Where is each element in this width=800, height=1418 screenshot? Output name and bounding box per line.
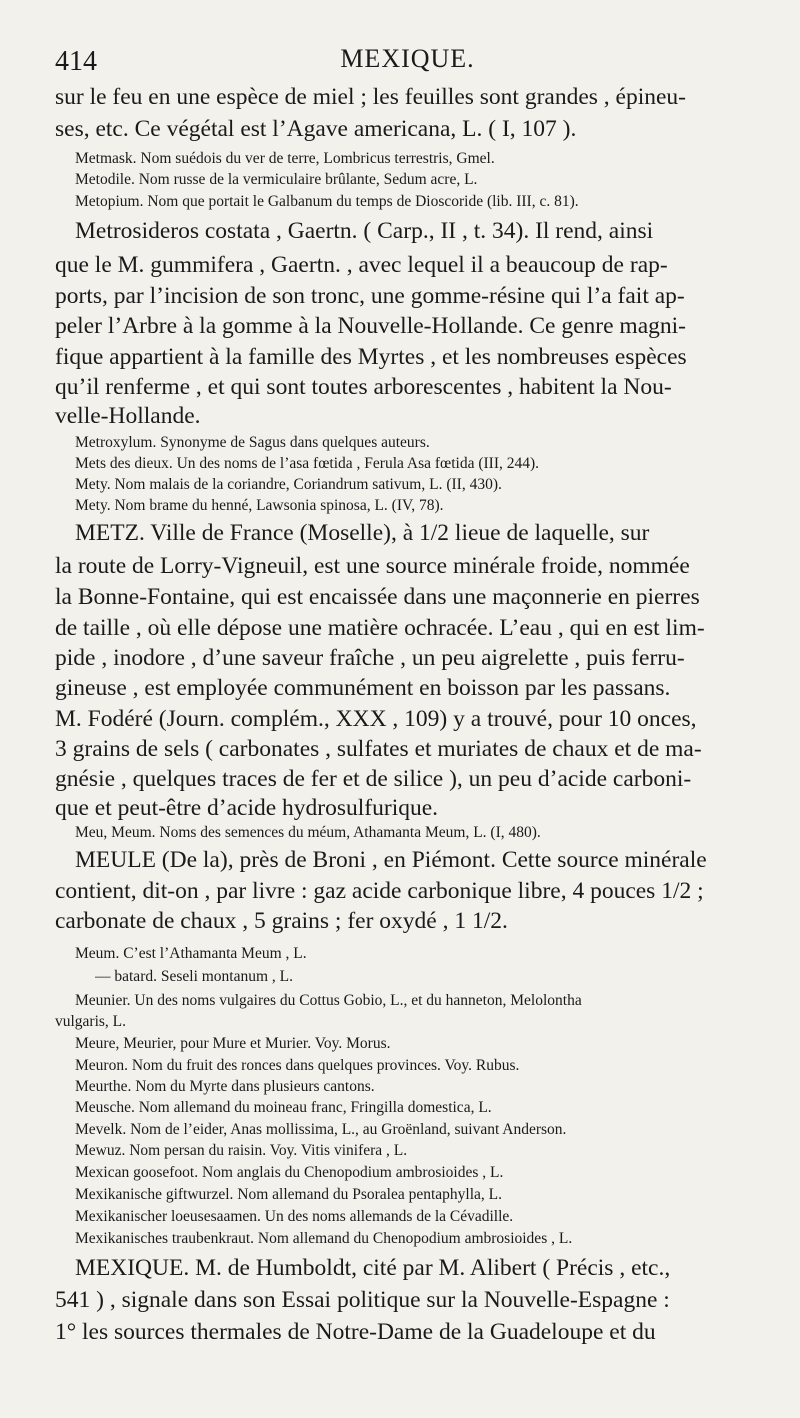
text-line: carbonate de chaux , 5 grains ; fer oxydé , 1 1/2. — [55, 908, 508, 934]
entry-line: Mexican goosefoot. Nom anglais du Chenopodium ambrosioides , L. — [75, 1164, 504, 1181]
entry-line: Meure, Meurier, pour Mure et Murier. Voy. Morus. — [75, 1035, 391, 1052]
entry-line: Mexikanisches traubenkraut. Nom allemand du Chenopodium ambrosioides , L. — [75, 1230, 573, 1247]
entry-line: Meusche. Nom allemand du moineau franc, Fringilla domestica, L. — [75, 1099, 492, 1116]
entry-line: vulgaris, L. — [55, 1013, 127, 1030]
text-line: M. Fodéré (Journ. complém., XXX , 109) y a trouvé, pour 10 onces, — [55, 706, 697, 732]
text-line: qu’il renferme , et qui sont toutes arborescentes , habitent la Nou- — [55, 374, 672, 400]
entry-line: Mewuz. Nom persan du raisin. Voy. Vitis vinifera , L. — [75, 1142, 408, 1159]
entry-line: Mety. Nom brame du henné, Lawsonia spinosa, L. (IV, 78). — [75, 497, 444, 514]
text-line: la route de Lorry-Vigneuil, est une source minérale froide, nommée — [55, 553, 690, 579]
text-line: gnésie , quelques traces de fer et de silice ), un peu d’acide carboni- — [55, 766, 692, 792]
text-line: peler l’Arbre à la gomme à la Nouvelle-Hollande. Ce genre magni- — [55, 313, 686, 339]
entry-line: Metroxylum. Synonyme de Sagus dans quelques auteurs. — [75, 434, 430, 451]
entry-line: Metmask. Nom suédois du ver de terre, Lombricus terrestris, Gmel. — [75, 150, 495, 167]
running-title: MEXIQUE. — [340, 44, 475, 73]
entry-line: Mets des dieux. Un des noms de l’asa fœtida , Ferula Asa fœtida (III, 244). — [75, 455, 540, 472]
text-line: que et peut-être d’acide hydrosulfurique. — [55, 795, 439, 821]
text-line: que le M. gummifera , Gaertn. , avec lequel il a beaucoup de rap- — [55, 252, 668, 278]
text-line: la Bonne-Fontaine, qui est encaissée dans une maçonnerie en pierres — [55, 584, 700, 610]
text-line: METZ. Ville de France (Moselle), à 1/2 lieue de laquelle, sur — [75, 520, 650, 546]
text-line: velle-Hollande. — [55, 403, 201, 429]
entry-line: Metopium. Nom que portait le Galbanum du temps de Dioscoride (lib. III, c. 81). — [75, 193, 579, 210]
entry-line: Mexikanische giftwurzel. Nom allemand du Psoralea pentaphylla, L. — [75, 1186, 502, 1203]
entry-line: — batard. Seseli montanum , L. — [95, 968, 294, 985]
text-line: sur le feu en une espèce de miel ; les feuilles sont grandes , épineu- — [55, 84, 687, 110]
entry-line: Meurthe. Nom du Myrte dans plusieurs cantons. — [75, 1078, 375, 1095]
entry-line: Mexikanischer loeusesaamen. Un des noms allemands de la Cévadille. — [75, 1208, 514, 1225]
text-line: contient, dit-on , par livre : gaz acide carbonique libre, 4 pouces 1/2 ; — [55, 878, 704, 904]
entry-line: Mety. Nom malais de la coriandre, Coriandrum sativum, L. (II, 430). — [75, 476, 502, 493]
text-line: de taille , où elle dépose une matière ochracée. L’eau , qui en est lim- — [55, 615, 705, 641]
page-number: 414 — [55, 46, 97, 77]
entry-line: Meunier. Un des noms vulgaires du Cottus Gobio, L., et du hanneton, Melolontha — [75, 992, 582, 1009]
text-line: 3 grains de sels ( carbonates , sulfates et muriates de chaux et de ma- — [55, 736, 702, 762]
text-line: Metrosideros costata , Gaertn. ( Carp., II , t. 34). Il rend, ainsi — [75, 218, 654, 244]
text-line: fique appartient à la famille des Myrtes , et les nombreuses espèces — [55, 344, 687, 370]
text-line: 1° les sources thermales de Notre-Dame de la Guadeloupe et du — [55, 1319, 656, 1345]
text-line: MEXIQUE. M. de Humboldt, cité par M. Alibert ( Précis , etc., — [75, 1255, 671, 1281]
text-line: 541 ) , signale dans son Essai politique sur la Nouvelle-Espagne : — [55, 1287, 670, 1313]
entry-line: Meuron. Nom du fruit des ronces dans quelques provinces. Voy. Rubus. — [75, 1057, 520, 1074]
text-line: gineuse , est employée communément en boisson par les passans. — [55, 675, 671, 701]
text-line: ports, par l’incision de son tronc, une gomme-résine qui l’a fait ap- — [55, 283, 685, 309]
entry-line: Mevelk. Nom de l’eider, Anas mollissima, L., au Groënland, suivant Anderson. — [75, 1121, 567, 1138]
entry-line: Meum. C’est l’Athamanta Meum , L. — [75, 945, 307, 962]
text-line: pide , inodore , d’une saveur fraîche , un peu aigrelette , puis ferru- — [55, 645, 685, 671]
text-line: ses, etc. Ce végétal est l’Agave americana, L. ( I, 107 ). — [55, 116, 577, 142]
entry-line: Meu, Meum. Noms des semences du méum, Athamanta Meum, L. (I, 480). — [75, 824, 541, 841]
entry-line: Metodile. Nom russe de la vermiculaire brûlante, Sedum acre, L. — [75, 171, 478, 188]
page-header — [55, 42, 760, 86]
text-line: MEULE (De la), près de Broni , en Piémont. Cette source minérale — [75, 847, 707, 873]
